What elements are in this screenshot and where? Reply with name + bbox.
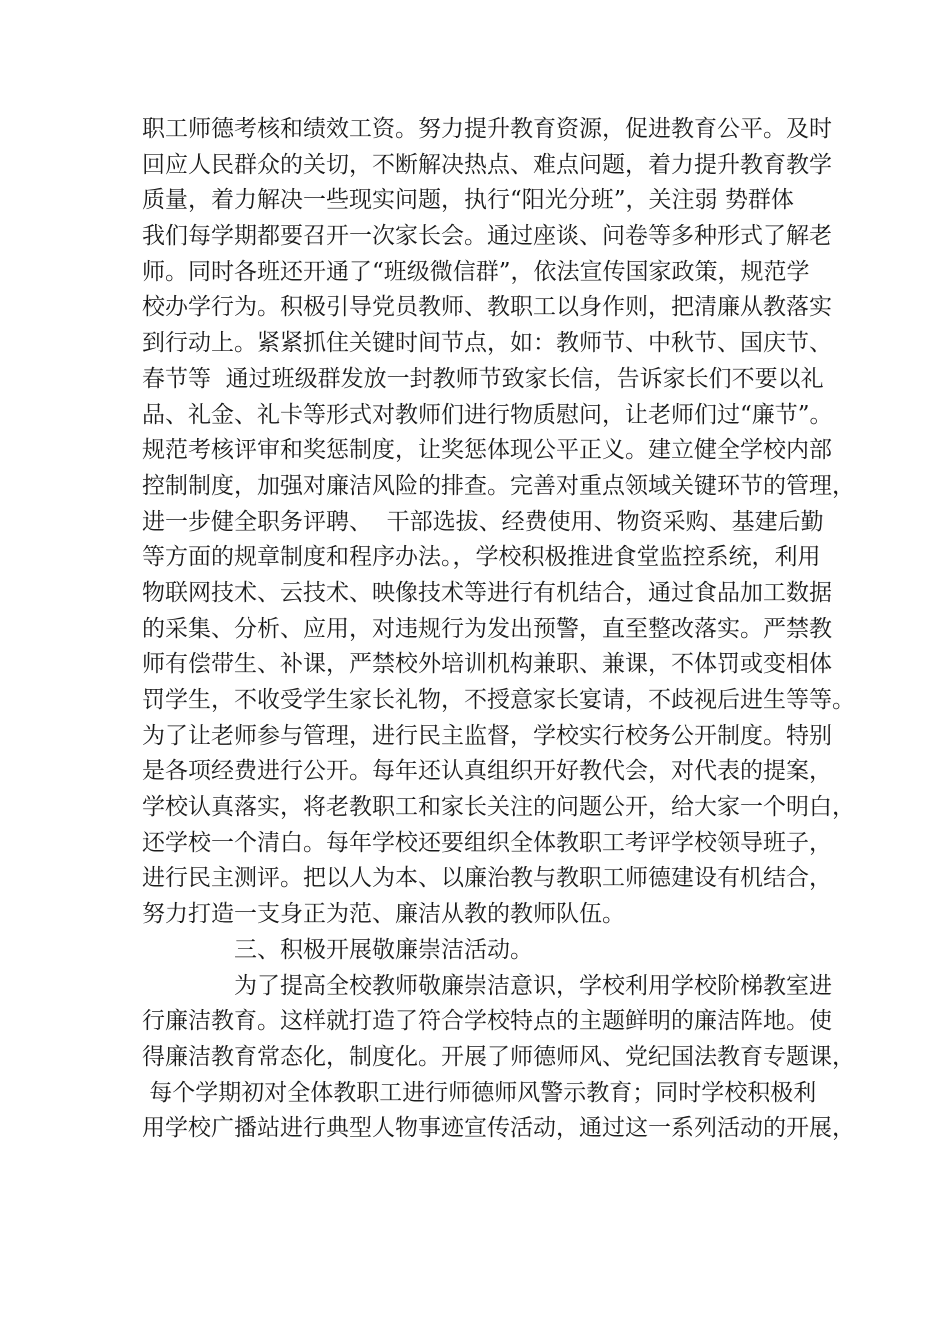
text-line: 到行动上。紧紧抓住关键时间节点，如：教师节、中秋节、国庆节、 xyxy=(142,330,832,357)
text-line: 进行民主测评。把以人为本、以廉治教与教职工师德建设有机结合， xyxy=(142,865,832,892)
text-line: 控制制度，加强对廉洁风险的排查。完善对重点领域关键环节的管理， xyxy=(142,472,855,499)
text-line: 师。同时各班还开通了“班级微信群”，依法宣传国家政策，规范学 xyxy=(142,258,810,285)
text-line: 还学校一个清白。每年学校还要组织全体教职工考评学校领导班子， xyxy=(142,829,832,856)
text-line: 进一步健全职务评聘、 干部选拔、经费使用、物资采购、基建后勤 xyxy=(142,508,824,535)
text-line: 我们每学期都要召开一次家长会。通过座谈、问卷等多种形式了解老 xyxy=(142,223,832,250)
paragraph-first-line: 为了提高全校教师敬廉崇洁意识，学校利用学校阶梯教室进 xyxy=(234,972,832,999)
text-line: 质量，着力解决一些现实问题，执行“阳光分班”，关注弱 势群体 xyxy=(142,187,794,214)
text-line: 等方面的规章制度和程序办法。，学校积极推进食堂监控系统，利用 xyxy=(142,544,821,571)
section-heading: 三、积极开展敬廉崇洁活动。 xyxy=(234,936,533,963)
text-line: 学校认真落实，将老教职工和家长关注的问题公开，给大家一个明白， xyxy=(142,794,855,821)
text-line: 职工师德考核和绩效工资。努力提升教育资源，促进教育公平。及时 xyxy=(142,116,832,142)
body-text xyxy=(142,112,855,1147)
text-line: 每个学期初对全体教职工进行师德师风警示教育；同时学校积极利 xyxy=(142,1079,817,1106)
text-line: 为了让老师参与管理，进行民主监督，学校实行校务公开制度。特别 xyxy=(142,722,832,749)
text-line: 罚学生，不收受学生家长礼物，不授意家长宴请，不歧视后进生等等。 xyxy=(142,687,855,713)
text-line: 回应人民群众的关切，不断解决热点、难点问题，着力提升教育教学 xyxy=(142,151,832,178)
text-line: 校办学行为。积极引导党员教师、教职工以身作则，把清廉从教落实 xyxy=(142,294,832,321)
text-line: 品、礼金、礼卡等形式对教师们进行物质慰问，让老师们过“廉节”。 xyxy=(142,401,833,428)
text-line: 春节等 通过班级群发放一封教师节致家长信，告诉家长们不要以礼 xyxy=(142,365,824,392)
text-line: 师有偿带生、补课，严禁校外培训机构兼职、兼课，不体罚或变相体 xyxy=(142,651,832,678)
text-line: 得廉洁教育常态化，制度化。开展了师德师风、党纪国法教育专题课， xyxy=(142,1043,855,1070)
text-line: 努力打造一支身正为范、廉洁从教的教师队伍。 xyxy=(142,901,625,928)
text-line: 用学校广播站进行典型人物事迹宣传活动，通过这一系列活动的开展， xyxy=(142,1115,855,1142)
text-line: 行廉洁教育。这样就打造了符合学校特点的主题鲜明的廉洁阵地。使 xyxy=(142,1008,832,1035)
text-line: 规范考核评审和奖惩制度，让奖惩体现公平正义。建立健全学校内部 xyxy=(142,437,832,464)
text-line: 物联网技术、云技术、映像技术等进行有机结合，通过食品加工数据 xyxy=(142,579,832,606)
text-line: 的采集、分析、应用，对违规行为发出预警，直至整改落实。严禁教 xyxy=(142,615,832,642)
text-line: 是各项经费进行公开。每年还认真组织开好教代会，对代表的提案， xyxy=(142,758,832,785)
